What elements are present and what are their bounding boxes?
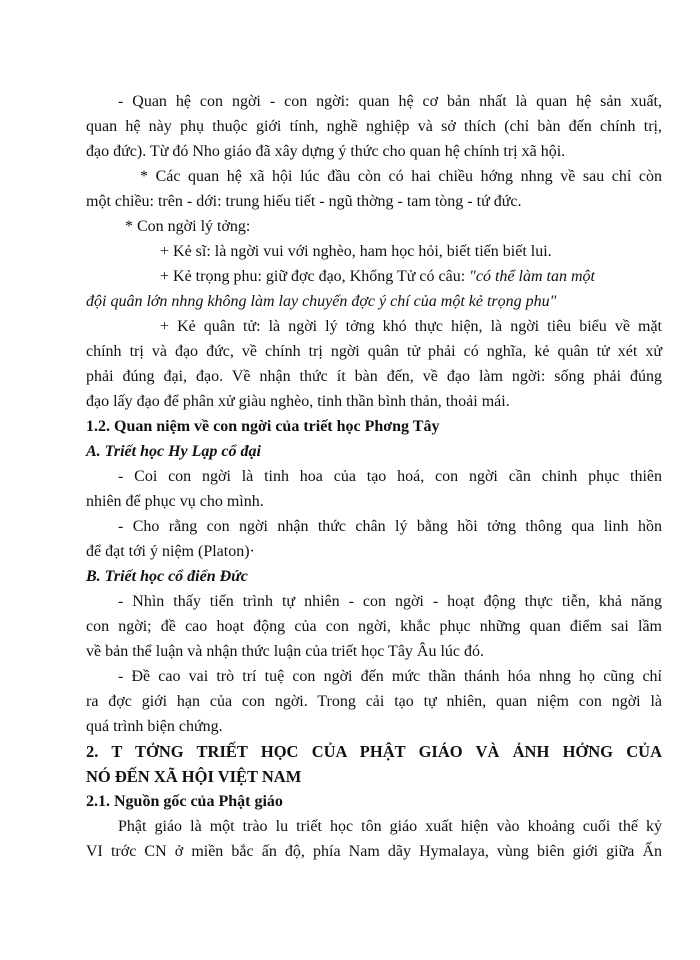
paragraph-line: đạo lấy đạo để phân xử giàu nghèo, tinh thần bình thản, thoải mái.	[86, 393, 510, 410]
chapter-heading: 2. T TỞNG TRIẾT HỌC CỦA PHẬT GIÁO VÀ ẢNH HỞNG CỦA	[86, 742, 662, 761]
paragraph-line: - Quan hệ con ngời - con ngời: quan hệ cơ bản nhất là quan hệ sản xuất,	[118, 93, 662, 110]
paragraph-line: để đạt tới ý niệm (Platon)·	[86, 543, 255, 560]
list-item: * Con ngời lý tởng:	[125, 218, 251, 235]
paragraph-line: VI trớc CN ở miền bắc ấn độ, phía Nam dãy Hymalaya, vùng biên giới giữa Ấn	[86, 843, 662, 860]
section-heading: 1.2. Quan niệm về con ngời của triết học Phơng Tây	[86, 418, 440, 435]
paragraph-line: con ngời; đề cao hoạt động của con ngời, khắc phục những quan điểm sai lầm	[86, 618, 662, 635]
chapter-heading: NÓ ĐẾN XÃ HỘI VIỆT NAM	[86, 767, 302, 786]
paragraph-line: quá trình biện chứng.	[86, 718, 223, 735]
paragraph-line: đạo đức). Từ đó Nho giáo đã xây dựng ý thức cho quan hệ chính trị xã hội.	[86, 143, 566, 160]
paragraph-line: + Kẻ quân tử: là ngời lý tởng khó thực hiện, là ngời tiêu biểu về mặt	[160, 318, 662, 335]
list-item	[160, 266, 595, 288]
paragraph-line: - Đề cao vai trò trí tuệ con ngời đến mức thần thánh hóa nhng họ cũng chỉ	[118, 668, 662, 685]
subsection-heading: B. Triết học cổ điển Đức	[86, 568, 248, 585]
paragraph-line: một chiều: trên - dới: trung hiếu tiết - ngũ thờng - tam tòng - tứ đức.	[86, 193, 522, 210]
paragraph-line: về bản thể luận và nhận thức luận của triết học Tây Âu lúc đó.	[86, 643, 485, 660]
paragraph-line: ra đợc giới hạn của con ngời. Trong cải tạo tự nhiên, quan niệm con ngời là	[86, 693, 662, 710]
list-item: + Kẻ sĩ: là ngời vui với nghèo, ham học hỏi, biết tiến biết lui.	[160, 243, 552, 260]
paragraph-line: phải đúng đại, đạo. Về nhận thức ít bàn đến, về đạo làm ngời: sống phải đúng	[86, 368, 662, 385]
paragraph-line: - Nhìn thấy tiến trình tự nhiên - con ngời - hoạt động thực tiễn, khả năng	[118, 593, 662, 610]
paragraph-line: nhiên để phục vụ cho mình.	[86, 493, 264, 510]
quote-text: đội quân lớn nhng không làm lay chuyển đợc ý chí của một kẻ trọng phu"	[86, 293, 557, 310]
paragraph-line: * Các quan hệ xã hội lúc đầu còn có hai chiều hớng nhng về sau chỉ còn	[140, 168, 662, 185]
paragraph-line: chính trị và đạo đức, về chính trị ngời quân tử phải có nghĩa, kẻ quân tử xét xử	[86, 343, 662, 360]
paragraph-line: - Cho rằng con ngời nhận thức chân lý bằng hồi tởng thông qua linh hồn	[118, 518, 662, 535]
list-item-text: + Kẻ trọng phu: giữ đợc đạo, Khổng Tử có câu:	[160, 268, 470, 285]
quote-text: "có thể làm tan một	[469, 268, 595, 285]
subsection-heading: A. Triết học Hy Lạp cổ đại	[86, 443, 261, 460]
paragraph-line: Phật giáo là một trào lu triết học tôn giáo xuất hiện vào khoảng cuối thế kỷ	[118, 818, 662, 835]
section-heading: 2.1. Nguồn gốc của Phật giáo	[86, 793, 283, 810]
paragraph-line: quan hệ này phụ thuộc giới tính, nghề nghiệp và sở thích (chỉ bàn đến chính trị,	[86, 118, 662, 135]
paragraph-line: - Coi con ngời là tinh hoa của tạo hoá, con ngời cần chinh phục thiên	[118, 468, 662, 485]
